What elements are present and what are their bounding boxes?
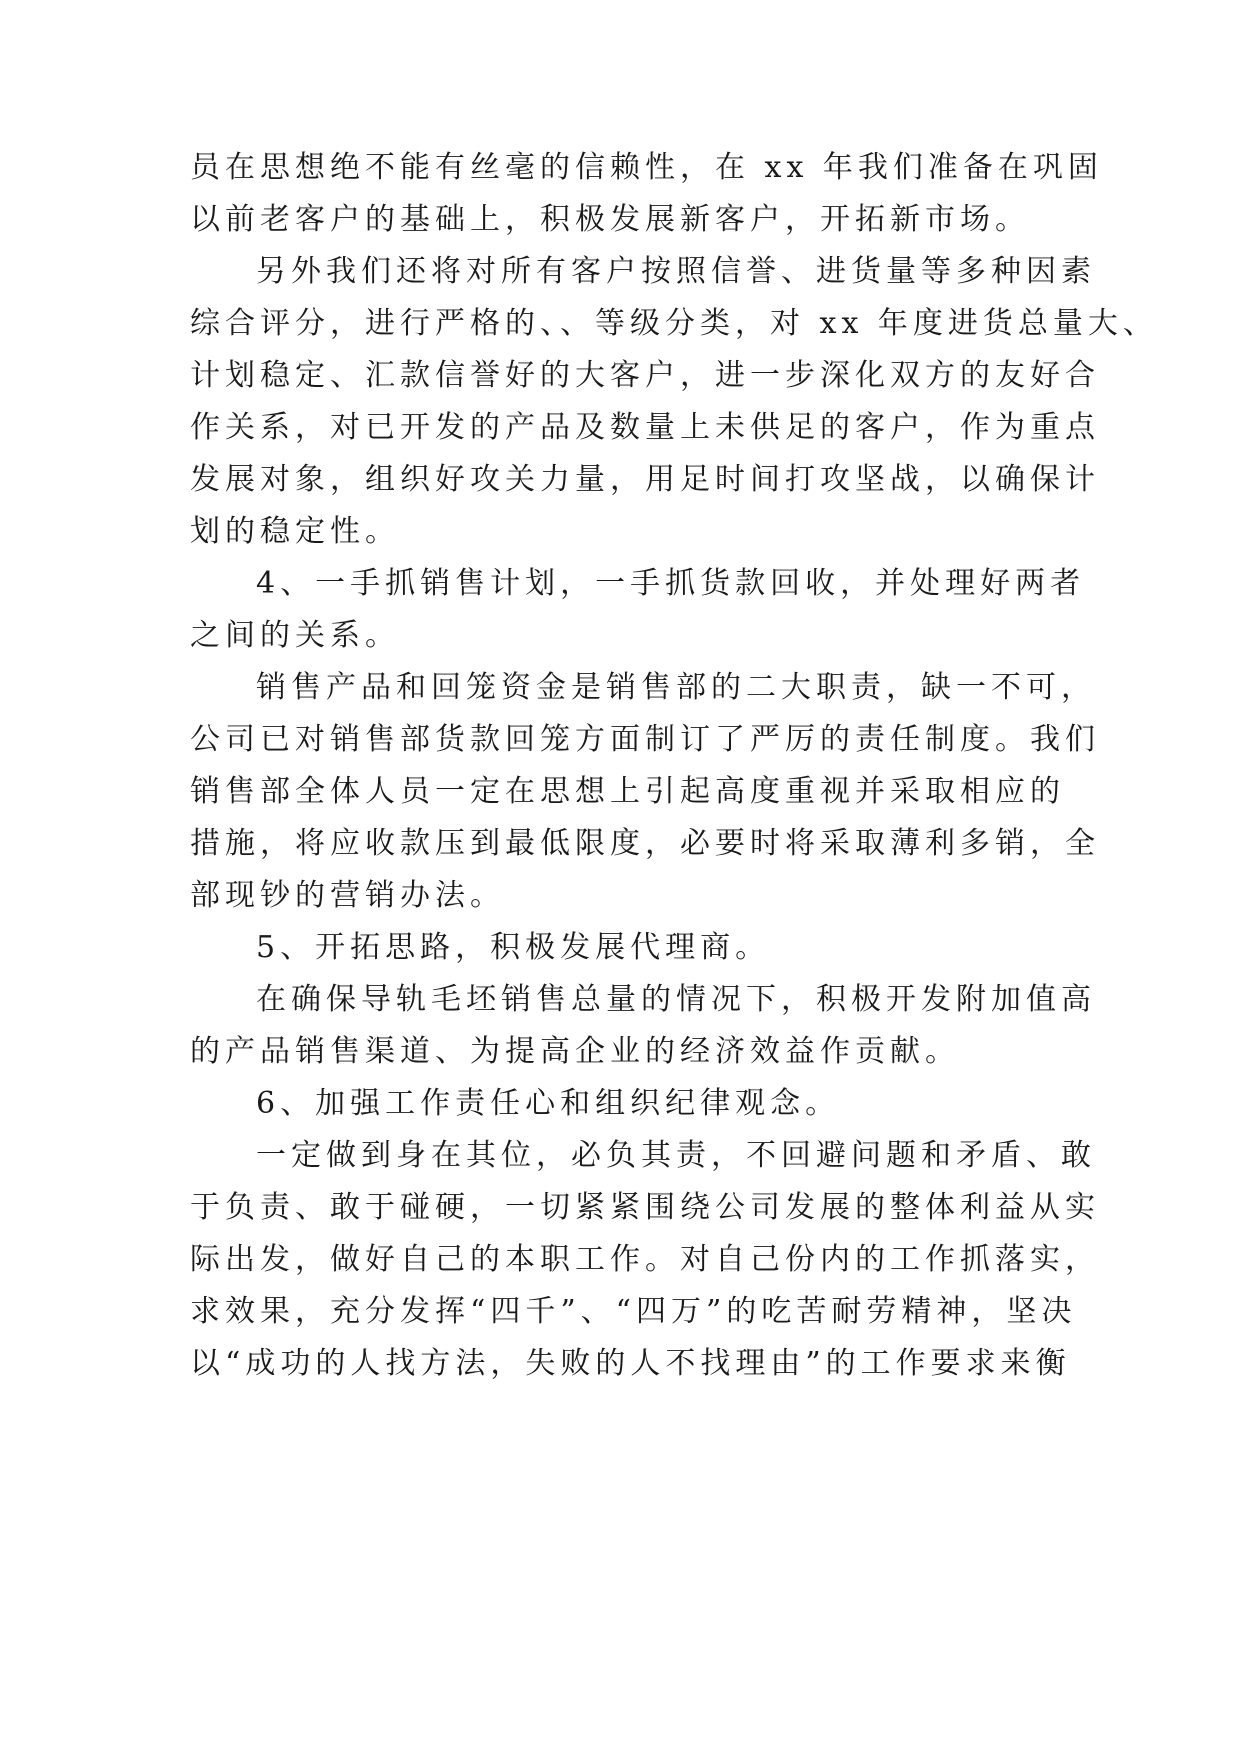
text-line: 的产品销售渠道、为提高企业的经济效益作贡献。: [190, 1034, 960, 1069]
text-line: 际出发，做好自己的本职工作。对自己份内的工作抓落实，: [190, 1242, 1100, 1277]
text-line: 综合评分，进行严格的、、等级分类，对 xx 年度进货总量大、: [190, 306, 1158, 341]
text-line: 于负责、敢于碰硬，一切紧紧围绕公司发展的整体利益从实: [190, 1190, 1100, 1225]
text-line: 部现钞的营销办法。: [190, 878, 505, 913]
text-line: 之间的关系。: [190, 618, 400, 653]
text-line: 在确保导轨毛坯销售总量的情况下，积极开发附加值高: [256, 982, 1096, 1017]
text-line: 作关系，对已开发的产品及数量上未供足的客户，作为重点: [190, 410, 1100, 445]
text-line: 以前老客户的基础上，积极发展新客户，开拓新市场。: [190, 202, 1030, 237]
text-line: 6、加强工作责任心和组织纪律观念。: [256, 1086, 841, 1121]
text-line: 发展对象，组织好攻关力量，用足时间打攻坚战，以确保计: [190, 462, 1100, 497]
text-line: 以“成功的人找方法，失败的人不找理由”的工作要求来衡: [190, 1346, 1071, 1381]
text-line: 5、开拓思路，积极发展代理商。: [256, 930, 771, 965]
text-line: 公司已对销售部货款回笼方面制订了严厉的责任制度。我们: [190, 722, 1100, 757]
text-line: 求效果，充分发挥“四千”、“四万”的吃苦耐劳精神，坚决: [190, 1294, 1077, 1329]
text-line: 措施，将应收款压到最低限度，必要时将采取薄利多销，全: [190, 826, 1100, 861]
text-line: 4、一手抓销售计划，一手抓货款回收，并处理好两者: [256, 566, 1086, 601]
text-line: 销售产品和回笼资金是销售部的二大职责，缺一不可，: [256, 670, 1096, 705]
text-line: 销售部全体人员一定在思想上引起高度重视并采取相应的: [190, 774, 1065, 809]
text-line: 一定做到身在其位，必负其责，不回避问题和矛盾、敢: [256, 1138, 1096, 1173]
text-line: 划的稳定性。: [190, 514, 400, 549]
text-line: 另外我们还将对所有客户按照信誉、进货量等多种因素: [256, 254, 1096, 289]
text-line: 员在思想绝不能有丝毫的信赖性，在 xx 年我们准备在巩固: [190, 150, 1103, 185]
text-line: 计划稳定、汇款信誉好的大客户，进一步深化双方的友好合: [190, 358, 1100, 393]
